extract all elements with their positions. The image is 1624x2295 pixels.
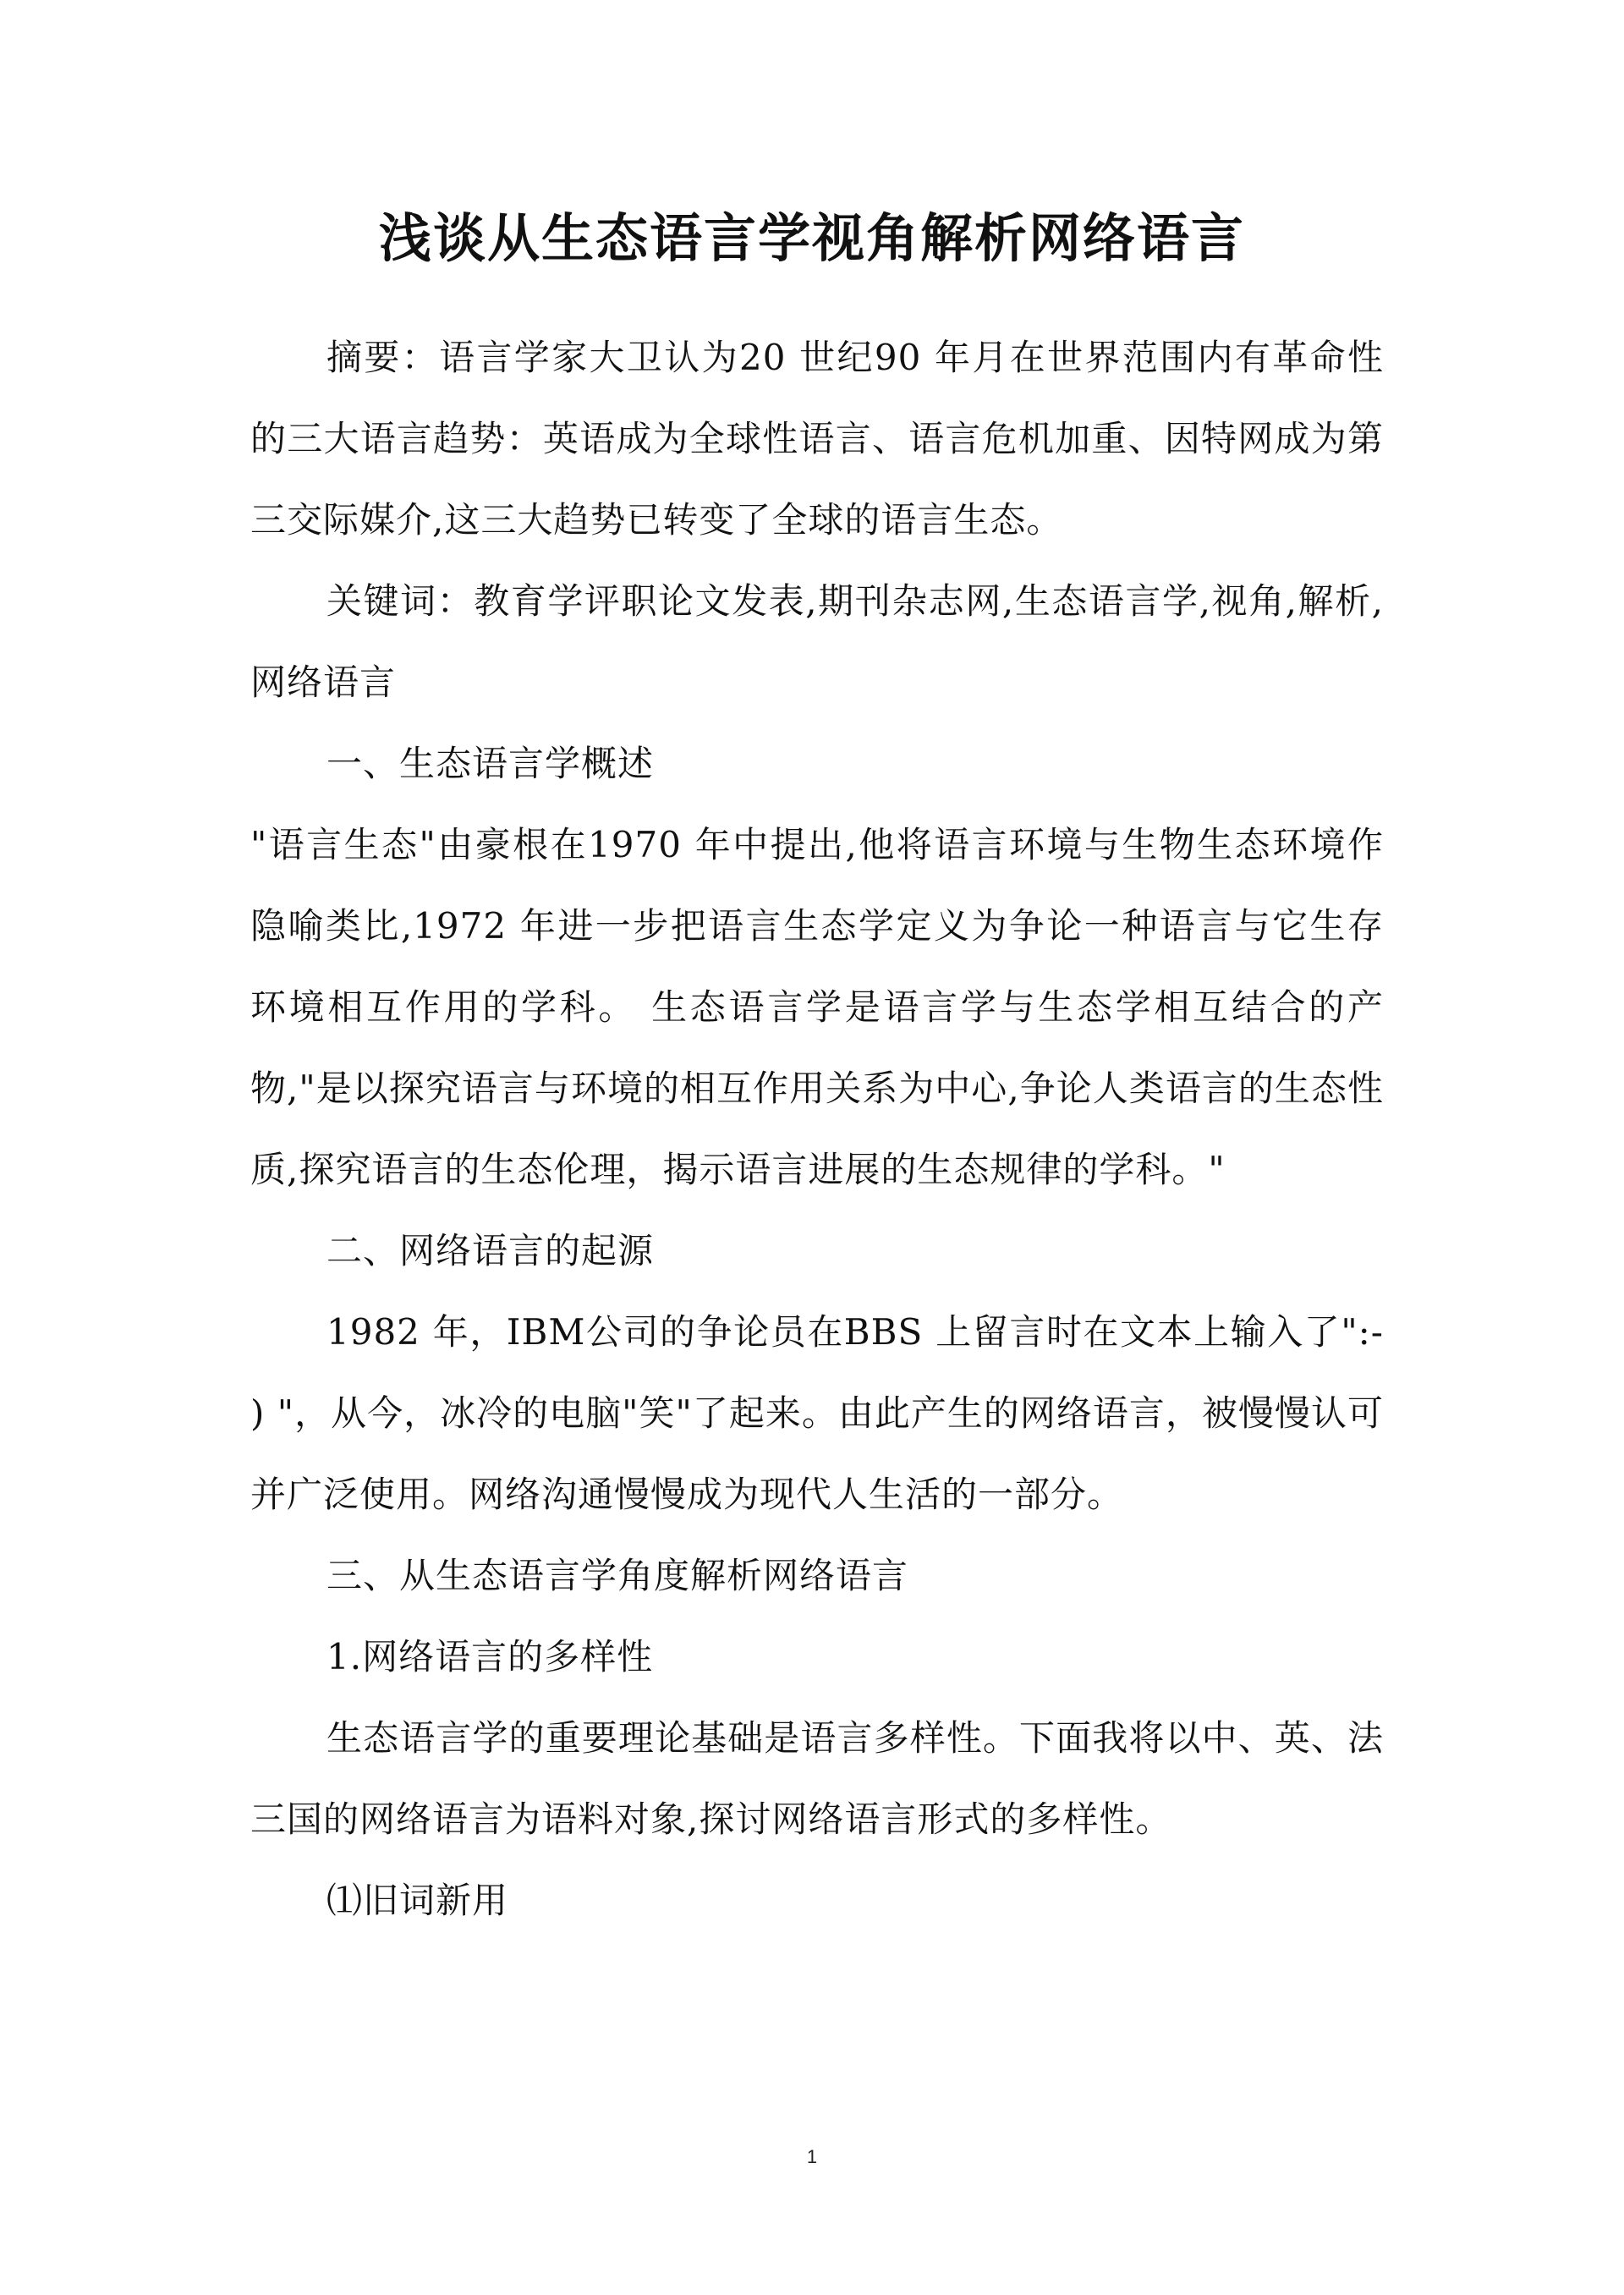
subsection-heading-1: 1.网络语言的多样性 <box>326 1636 654 1677</box>
section-heading-3: 三、从生态语言学角度解析网络语言 <box>326 1555 909 1596</box>
document-body <box>250 317 1384 1941</box>
keywords-paragraph: 关键词：教育学评职论文发表,期刊杂志网,生态语言学,视角,解析,网络语言 <box>250 580 1384 703</box>
body-paragraph-2: 1982 年，IBM公司的争论员在BBS 上留言时在文本上输入了":- ) "，从今，冰冷的电脑"笑"了起来。由此产生的网络语言，被慢慢认可并广泛使用。网络沟通慢慢成为现代人生活的一部分。 <box>250 1311 1384 1515</box>
abstract-paragraph: 摘要：语言学家大卫认为20 世纪90 年月在世界范围内有革命性的三大语言趋势：英语成为全球性语言、语言危机加重、因特网成为第三交际媒介,这三大趋势已转变了全球的语言生态。 <box>250 337 1384 541</box>
section-heading-1: 一、生态语言学概述 <box>326 743 655 784</box>
body-paragraph-3: 生态语言学的重要理论基础是语言多样性。下面我将以中、英、法三国的网络语言为语料对象,探讨网络语言形式的多样性。 <box>250 1717 1384 1840</box>
page-number: 1 <box>806 2146 818 2167</box>
section-heading-2: 二、网络语言的起源 <box>326 1230 655 1271</box>
document-title: 浅谈从生态语言学视角解析网络语言 <box>378 207 1245 269</box>
body-paragraph-1: "语言生态"由豪根在1970 年中提出,他将语言环境与生物生态环境作隐喻类比,1972 年进一步把语言生态学定义为争论一种语言与它生存环境相互作用的学科。 生态语言学是语言学与生态学相互结合的产物,"是以探究语言与环境的相互作用关系为中心,争论人类语言的生态性质,探究语言的生态伦理，揭示语言进展的生态规律的学科。" <box>250 824 1384 1190</box>
subsubsection-heading-1: ⑴旧词新用 <box>326 1880 509 1921</box>
